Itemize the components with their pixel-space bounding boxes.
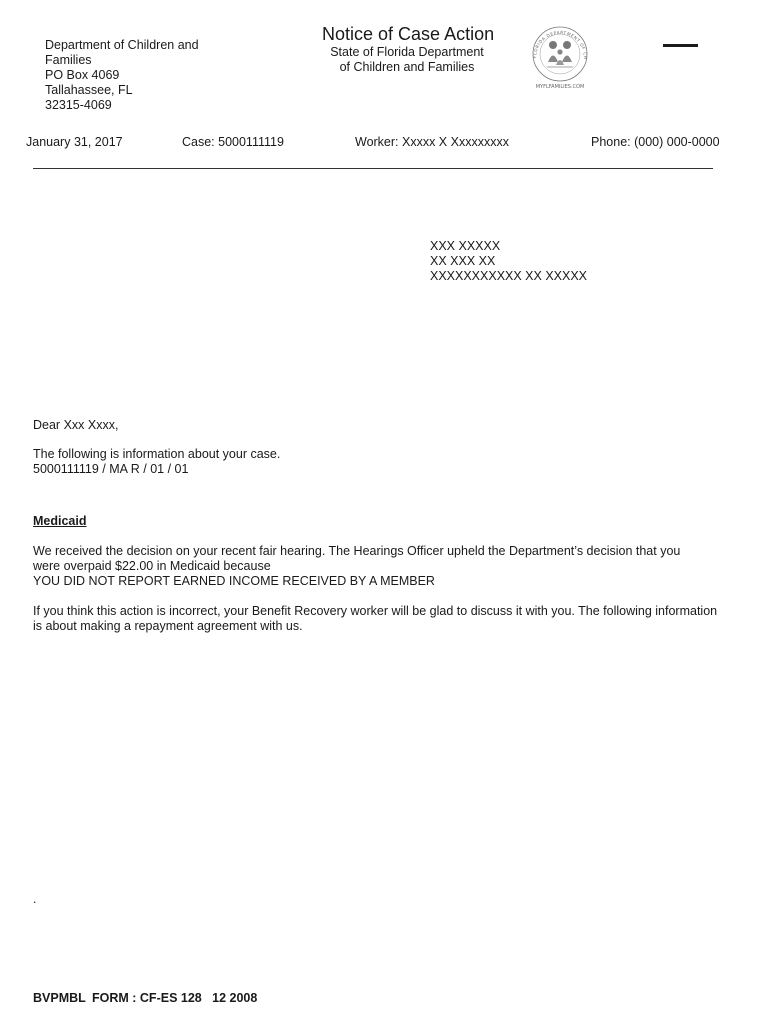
recipient-address-line: XX XXX XX — [430, 254, 496, 268]
notice-title: Notice of Case Action — [322, 24, 495, 44]
corner-dash — [663, 44, 698, 47]
decision-line: were overpaid $22.00 in Medicaid because — [33, 559, 271, 573]
intro-line: The following is information about your case. — [33, 447, 281, 461]
recipient-address — [430, 239, 587, 284]
svg-text:MYFLFAMILIES.COM: MYFLFAMILIES.COM — [535, 84, 585, 90]
worker-name: Worker: Xxxxx X Xxxxxxxxx — [355, 135, 509, 149]
agency-name — [322, 45, 492, 75]
return-address-line: 32315-4069 — [45, 98, 112, 112]
trailing-mark: . — [33, 892, 37, 906]
return-address — [45, 38, 245, 113]
intro-paragraph — [33, 447, 280, 477]
salutation: Dear Xxx Xxxx, — [33, 418, 119, 432]
agency-name-line: State of Florida Department — [330, 45, 484, 59]
repayment-paragraph — [33, 604, 733, 634]
agency-name-line: of Children and Families — [339, 60, 475, 74]
notice-date: January 31, 2017 — [26, 135, 123, 149]
repayment-line: is about making a repayment agreement with us. — [33, 619, 303, 633]
return-address-line: PO Box 4069 — [45, 68, 120, 82]
return-address-line: Tallahassee, FL — [45, 83, 133, 97]
footer-form-number: FORM : CF-ES 128 12 2008 — [92, 991, 258, 1005]
case-reference-line: 5000111119 / MA R / 01 / 01 — [33, 462, 189, 476]
recipient-address-line: XXXXXXXXXXX XX XXXXX — [430, 269, 588, 283]
return-address-line: Department of Children and — [45, 38, 199, 52]
repayment-line: If you think this action is incorrect, your Benefit Recovery worker will be glad to discuss it with you. The following information — [33, 604, 718, 618]
family-seal-icon — [525, 18, 595, 90]
phone-number: Phone: (000) 000-0000 — [591, 135, 720, 149]
decision-reason-line: YOU DID NOT REPORT EARNED INCOME RECEIVED BY A MEMBER — [33, 574, 435, 588]
footer-code: BVPMBL — [33, 991, 86, 1005]
recipient-address-line: XXX XXXXX — [430, 239, 501, 253]
svg-text:FLORIDA DEPARTMENT OF CHILDREN: FLORIDA DEPARTMENT OF CH — [531, 29, 589, 60]
decision-paragraph — [33, 544, 733, 589]
decision-line: We received the decision on your recent fair hearing. The Hearings Officer upheld the Department’s decision that you — [33, 544, 681, 558]
case-number: Case: 5000111119 — [182, 135, 284, 149]
header-divider — [33, 168, 713, 169]
return-address-line: Families — [45, 53, 92, 67]
program-heading: Medicaid — [33, 514, 87, 528]
seal-graphic — [525, 18, 595, 90]
